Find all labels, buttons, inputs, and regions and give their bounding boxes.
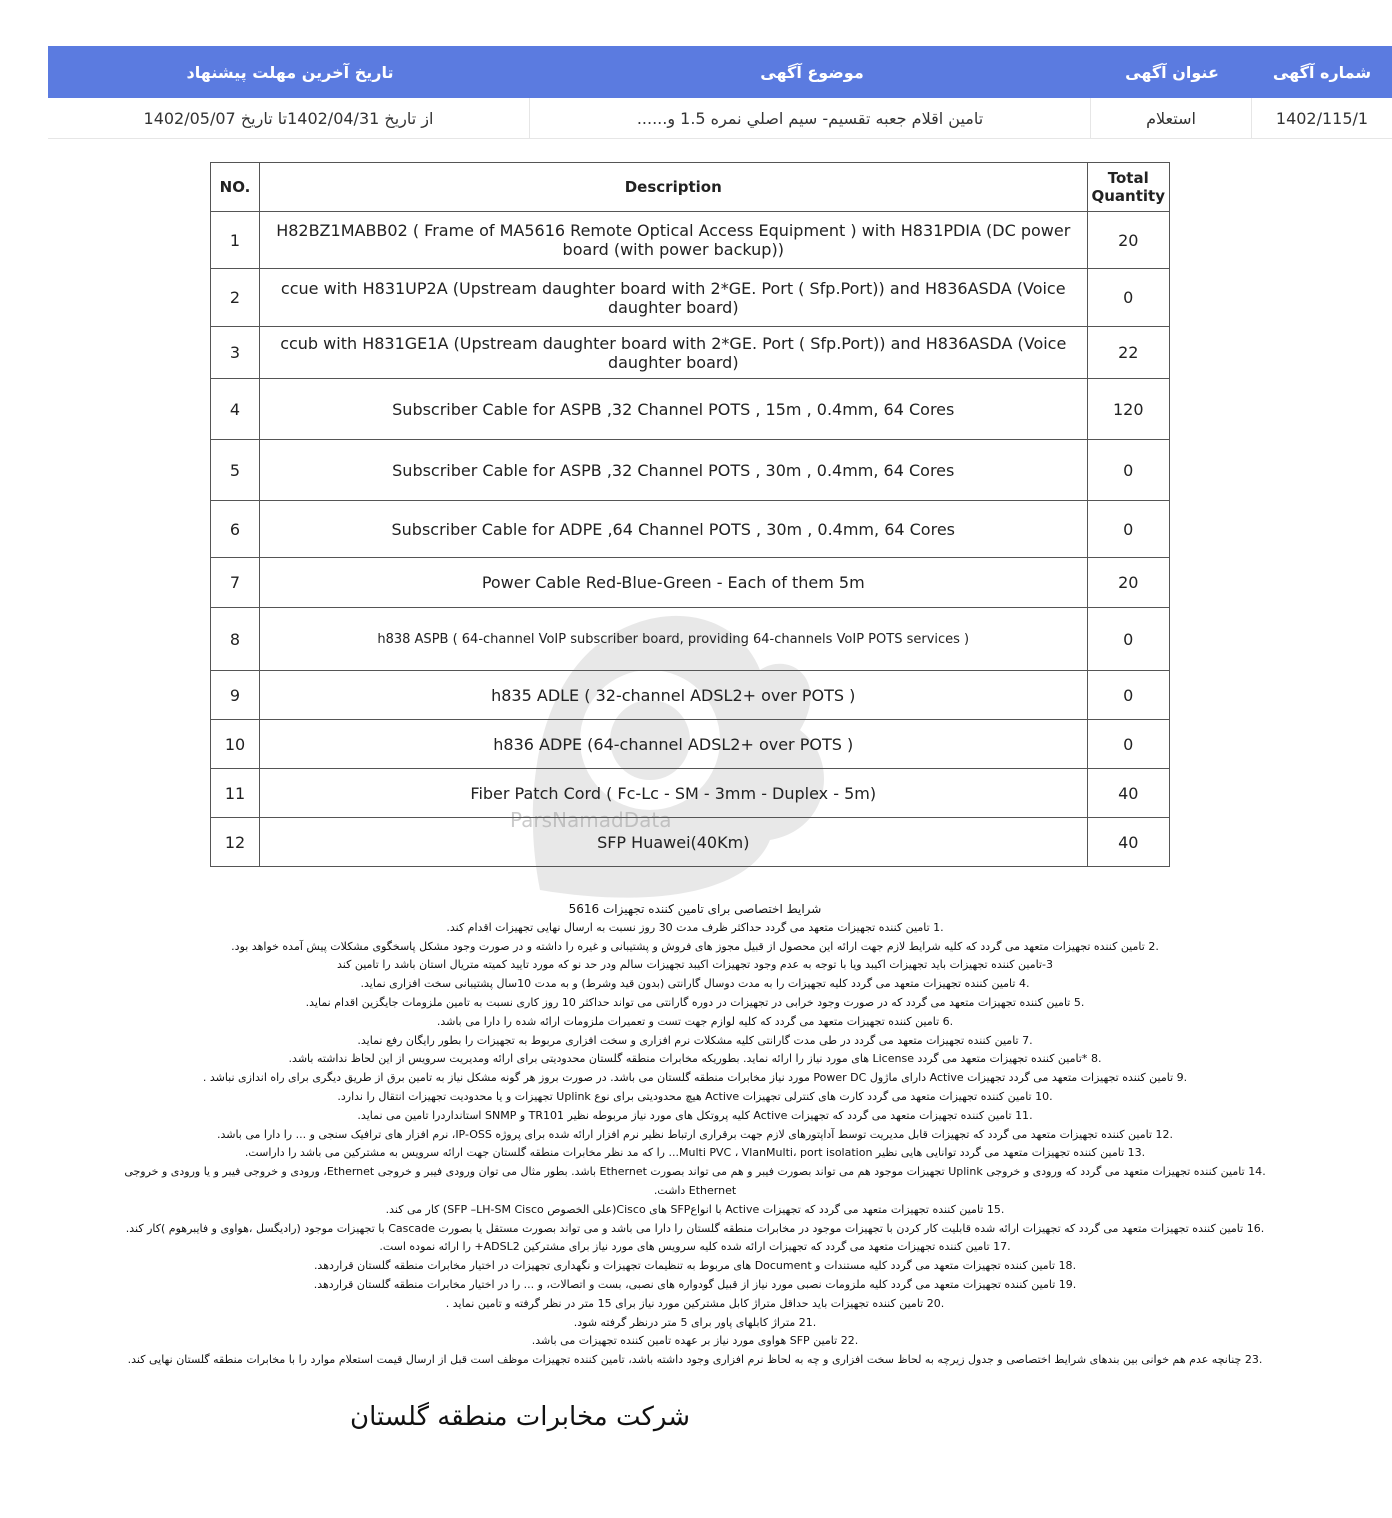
header-col-deadline: تاریخ آخرین مهلت پیشنهاد bbox=[186, 62, 394, 82]
row-desc: H82BZ1MABB02 ( Frame of MA5616 Remote Optical Access Equipment ) with H831PDIA (DC power board (with power backup)) bbox=[260, 212, 1088, 269]
row-no: 8 bbox=[211, 608, 260, 671]
row-desc: Power Cable Red-Blue-Green - Each of them 5m bbox=[260, 558, 1088, 608]
condition-item: .11 تامین کننده تجهیزات متعهد می گردد که تجهیزات Active کلیه پروتکل های مورد نیاز مربوطه نظیر TR101 و SNMP استانداردرا تامین می نماید. bbox=[357, 1108, 1033, 1122]
th-quantity bbox=[1087, 163, 1170, 212]
condition-item: .4 تامین کننده تجهیزات متعهد می گردد کلیه تجهیزات را به مدت دوسال گارانتی (بدون قید وشرط) و به مدت 10سال پشتیبانی سخت افزاری نماید. bbox=[360, 977, 1030, 991]
row-qty: 0 bbox=[1087, 440, 1170, 501]
row-desc: Fiber Patch Cord ( Fc-Lc - SM - 3mm - Duplex - 5m) bbox=[260, 769, 1088, 818]
table-header-row bbox=[211, 163, 1170, 212]
ad-subject: تامین اقلام جعبه تقسیم- سیم اصلي نمره 1.5 و...... bbox=[529, 98, 1090, 138]
table-row bbox=[211, 769, 1170, 818]
header-col-subject: موضوع آگهی bbox=[760, 62, 864, 82]
watermark-site: ParsNamadData bbox=[510, 808, 672, 832]
row-no: 6 bbox=[211, 501, 260, 558]
condition-item: .7 تامین کننده تجهیزات متعهد می گردد در طی مدت گارانتی کلیه مشکلات نرم افزاری و سخت افزاری مربوط به تجهیزات را بطور رایگان رفع نماید. bbox=[357, 1033, 1033, 1047]
row-desc: SFP Huawei(40Km) bbox=[260, 818, 1088, 867]
th-quantity-line2: Quantity bbox=[1091, 187, 1165, 205]
row-desc: ccub with H831GE1A (Upstream daughter board with 2*GE. Port ( Sfp.Port)) and H836ASDA (Voice daughter board) bbox=[260, 327, 1088, 379]
condition-item: .15 تامین کننده تجهیزات متعهد می گردد که تجهیزات Active با انواعSFP های Cisco(علی الخصوص SFP –LH-SM Cisco) کار می کند. bbox=[385, 1202, 1005, 1216]
table-row bbox=[211, 327, 1170, 379]
row-no: 12 bbox=[211, 818, 260, 867]
condition-item: .10 تامین کننده تجهیزات متعهد می گردد کارت های کنترلی تجهیزات Active هیچ محدودیتی برای نوع Uplink تجهیزات و یا محدودیت تجهیزات انتقال را ندارد. bbox=[337, 1089, 1053, 1103]
condition-item: .18 تامین کننده تجهیزات متعهد می گردد کلیه مستندات و Document های مربوط به تنظیمات تجهیزات و نگهداری تجهیزات در اختیار مخابرات منطقه گلستان قراردهد. bbox=[313, 1259, 1077, 1273]
row-no: 7 bbox=[211, 558, 260, 608]
row-qty: 0 bbox=[1087, 720, 1170, 769]
company-signature: شرکت مخابرات منطقه گلستان bbox=[350, 1402, 690, 1432]
condition-item: .16 تامین کننده تجهیزات متعهد می گردد که تجهیزات ارائه شده قابلیت کار کردن با تجهیزات موجود در مخابرات منطقه گلستان را دارا می باشد و می تواند بصورت مستقل یا بصورت Cascade با تجهیزات موجود (رادیگسل ،هواوی و فایبرهوم )کار کند. bbox=[125, 1221, 1265, 1235]
row-no: 1 bbox=[211, 212, 260, 269]
header-values-row bbox=[48, 98, 1392, 139]
row-desc: h836 ADPE (64-channel ADSL2+ over POTS ) bbox=[260, 720, 1088, 769]
ad-deadline: از تاریخ 1402/04/31تا تاریخ 1402/05/07 bbox=[143, 108, 434, 128]
special-conditions bbox=[120, 900, 1270, 1370]
th-description: Description bbox=[260, 163, 1088, 212]
condition-item: .21 متراژ کابلهای پاور برای 5 متر درنظر گرفته شود. bbox=[573, 1315, 817, 1329]
condition-item: .2 تامین کننده تجهیزات متعهد می گردد که کلیه شرایط لازم جهت ارائه این محصول از قبیل مجوز های فروش و پشتیبانی و غیره را داشته و در صورت وجود مشکل پاسخگوی مشکلات پیش آمده خواهد بود. bbox=[231, 939, 1159, 953]
row-qty: 20 bbox=[1087, 558, 1170, 608]
ad-title: استعلام bbox=[1090, 98, 1251, 138]
condition-item: .1 تامین کننده تجهیزات متعهد می گردد حداکثر ظرف مدت 30 روز نسبت به ارسال نهایی تجهیزات اقدام کند. bbox=[446, 920, 944, 934]
row-desc: h838 ASPB ( 64-channel VoIP subscriber board, providing 64-channels VoIP POTS services ) bbox=[260, 608, 1088, 671]
condition-item: .23 چنانچه عدم هم خوانی بین بندهای شرایط اختصاصی و جدول زیرچه به لحاظ سخت افزاری و چه به لحاظ نرم افزاری وجود داشته باشد، تامین کننده تجهیزات موظف است قبل از ارسال قیمت استعلام موارد را با مخابرات منطقه گلستان نهایی کند. bbox=[127, 1353, 1263, 1367]
conditions-title: شرایط اختصاصی برای تامین کننده تجهیزات 5616 bbox=[568, 902, 822, 916]
table-row bbox=[211, 501, 1170, 558]
table-row bbox=[211, 440, 1170, 501]
row-qty: 0 bbox=[1087, 608, 1170, 671]
row-no: 4 bbox=[211, 379, 260, 440]
row-qty: 22 bbox=[1087, 327, 1170, 379]
row-qty: 20 bbox=[1087, 212, 1170, 269]
condition-item: .14 تامین کننده تجهیزات متعهد می گردد که ورودی و خروجی Uplink تجهیزات موجود هم می تواند بصورت فیبر و هم می تواند بصورت Ethernet باشد. بطور مثال می توان ورودی فیبر و خروجی Ethernet، ورودی و خروجی فیبر و یا ورودی و خروجی Ethernet داشت. bbox=[124, 1165, 1266, 1197]
table-row bbox=[211, 818, 1170, 867]
condition-item: 3-تامین کننده تجهیزات باید تجهیزات اکیبد ویا با توجه به عدم وجود تجهیزات اکیبد تجهیزات سالم ودر حد نو که مورد تایید کمیته متریال استان باشد را تامین کند bbox=[337, 958, 1053, 972]
condition-item: .22 تامین SFP هواوی مورد نیاز بر عهده تامین کننده تجهیزات می باشد. bbox=[531, 1334, 859, 1348]
row-no: 2 bbox=[211, 269, 260, 327]
row-no: 9 bbox=[211, 671, 260, 720]
header-col-number: شماره آگهی bbox=[1272, 62, 1372, 82]
header-col-title: عنوان آگهی bbox=[1125, 62, 1219, 82]
condition-item: .17 تامین کننده تجهیزات متعهد می گردد که تجهیزات ارائه شده کلیه سرویس های مورد نیاز برای مشترکین ADSL2+ را ارائه نموده است. bbox=[379, 1240, 1011, 1254]
condition-item: .19 تامین کننده تجهیزات متعهد می گردد کلیه ملزومات نصبی مورد نیاز از قبیل گودواره های نصبی، بست و اتصالات، و ... را در اختیار مخابرات منطقه گلستان قراردهد. bbox=[313, 1277, 1077, 1291]
row-qty: 40 bbox=[1087, 818, 1170, 867]
table-row bbox=[211, 671, 1170, 720]
table-row bbox=[211, 212, 1170, 269]
row-desc: Subscriber Cable for ASPB ,32 Channel POTS , 15m , 0.4mm, 64 Cores bbox=[260, 379, 1088, 440]
row-desc: h835 ADLE ( 32-channel ADSL2+ over POTS ) bbox=[260, 671, 1088, 720]
row-no: 10 bbox=[211, 720, 260, 769]
header-bar bbox=[48, 46, 1392, 98]
table-row bbox=[211, 269, 1170, 327]
table-row bbox=[211, 379, 1170, 440]
row-no: 5 bbox=[211, 440, 260, 501]
ad-number: 1402/115/1 bbox=[1251, 98, 1392, 138]
condition-item: .12 تامین کننده تجهیزات متعهد می گردد که تجهیزات قابل مدیریت توسط آداپتورهای لازم جهت برقراری ارتباط نظیر نرم افزار ارائه شده برای پروژه IP-OSS، نرم افزار های ترافیک سنجی و ... را دارا می باشد. bbox=[216, 1127, 1174, 1141]
row-qty: 0 bbox=[1087, 501, 1170, 558]
th-quantity-line1: Total bbox=[1107, 169, 1149, 187]
row-qty: 120 bbox=[1087, 379, 1170, 440]
row-qty: 0 bbox=[1087, 269, 1170, 327]
condition-item: .20 تامین کننده تجهیزات باید حداقل متراژ کابل مشترکین مورد نیاز برای 15 متر در نظر گرفته و تامین نماید . bbox=[445, 1296, 945, 1310]
row-qty: 0 bbox=[1087, 671, 1170, 720]
condition-item: .6 تامین کننده تجهیزات متعهد می گردد که کلیه لوازم جهت تست و تعمیرات ملزومات ارائه شده را دارا می باشد. bbox=[436, 1014, 954, 1028]
row-no: 11 bbox=[211, 769, 260, 818]
table-row bbox=[211, 558, 1170, 608]
table-row bbox=[211, 608, 1170, 671]
row-desc: Subscriber Cable for ASPB ,32 Channel POTS , 30m , 0.4mm, 64 Cores bbox=[260, 440, 1088, 501]
condition-item: .5 تامین کننده تجهیزات متعهد می گردد که در صورت وجود خرابی در تجهیزات در دوره گارانتی می تواند حداکثر 10 روز کاری نسبت به تامین ملزومات جایگزین اقدام نماید. bbox=[305, 995, 1085, 1009]
condition-item: .8 *تامین کننده تجهیزات متعهد می گردد License های مورد نیاز را ارائه نماید. بطوریکه مخابرات منطقه گلستان محدودیتی برای ارائه ومدیریت سرویس از این لحاظ نداشته باشد. bbox=[288, 1052, 1102, 1066]
row-qty: 40 bbox=[1087, 769, 1170, 818]
th-no: NO. bbox=[211, 163, 260, 212]
items-table bbox=[210, 162, 1170, 867]
condition-item: .9 تامین کننده تجهیزات متعهد می گردد تجهیزات Active دارای ماژول Power DC مورد نیاز مخابرات منطقه گلستان می باشد. در صورت بروز هر گونه مشکل نیاز به تامین برق از طریق دیگری برای راه اندازی نباشد . bbox=[202, 1071, 1188, 1085]
row-desc: Subscriber Cable for ADPE ,64 Channel POTS , 30m , 0.4mm, 64 Cores bbox=[260, 501, 1088, 558]
table-row bbox=[211, 720, 1170, 769]
row-no: 3 bbox=[211, 327, 260, 379]
row-desc: ccue with H831UP2A (Upstream daughter board with 2*GE. Port ( Sfp.Port)) and H836ASDA (Voice daughter board) bbox=[260, 269, 1088, 327]
condition-item: .13 تامین کننده تجهیزات متعهد می گردد توانایی هایی نظیر Multi PVC ، VlanMulti، port isolation... را که مد نظر مخابرات منطقه گلستان جهت ارائه سرویس به مشترکین می باشد را داراست. bbox=[244, 1146, 1146, 1160]
